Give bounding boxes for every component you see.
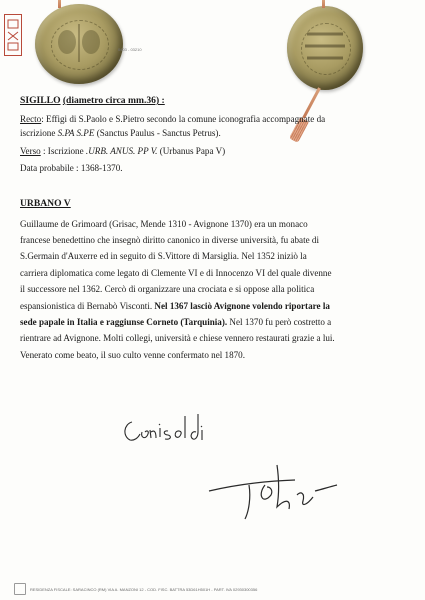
bio-line-5: il successore nel 1362. Cercò di organizzare una crociata e si oppose alla politica <box>20 284 315 295</box>
bio-line-7 <box>20 314 410 330</box>
sigillo-heading-note: (diametro circa mm.36) : <box>62 95 165 106</box>
bio-line-3: S.Germain d'Auxerre ed in seguito di S.Vittore di Marsiglia. Nel 1352 iniziò la <box>20 251 307 262</box>
stamp-glyph-icon <box>7 18 19 52</box>
urbano-section <box>20 197 410 363</box>
verso-label: Verso <box>20 145 41 156</box>
recto-text-2-pre: iscrizione <box>20 128 58 139</box>
seal-verso-inscription-icon <box>287 6 363 90</box>
footer-fiscal-info: RESIDENZA FISCALE: SARACINCO (RM) VIA A. MANZONI 12 - COD. FISC. BATTRA 53D61H501H - PART. IVA 02930300356 <box>30 587 258 592</box>
sigillo-heading-line <box>20 93 325 109</box>
recto-text: : Effigi di S.Paolo e S.Pietro secondo la comune iconografia accompagnate da <box>41 113 326 124</box>
bio-line-6 <box>20 298 410 314</box>
seal-cord-left <box>58 0 61 8</box>
recto-line-2 <box>20 126 325 141</box>
date-line: Data probabile : 1368-1370. <box>20 163 123 174</box>
verso-text-pre: : Iscrizione <box>40 145 86 156</box>
urbano-heading: URBANO V <box>20 198 71 209</box>
verso-text-post: (Urbanus Papa V) <box>157 145 226 156</box>
urbano-biography <box>20 216 410 364</box>
stamp-id-label: 0403 - 03210 <box>118 47 142 52</box>
recto-text-2-post: (Sanctus Paulus - Sanctus Petrus). <box>94 128 221 139</box>
bio-line-7-text: Nel 1370 fu però costretto a <box>227 317 332 328</box>
bio-line-8: rientrare ad Avignone. Molti collegi, università e chiese vennero restaurati grazie a lui. <box>20 333 335 344</box>
bio-line-2: francese benedettino che insegnò diritto canonico in diverse università, fu abate di <box>20 235 319 245</box>
sigillo-heading: SIGILLO <box>20 95 61 106</box>
signature-right-image <box>205 455 385 525</box>
recto-line <box>20 112 325 127</box>
red-stamp-mark <box>4 14 22 56</box>
bio-line-1: Guillaume de Grimoard (Grisac, Mende 1310 - Avignone 1370) era un monaco <box>20 218 308 229</box>
bio-line-9: Venerato come beato, il suo culto venne confermato nel 1870. <box>20 349 245 360</box>
bio-line-4: carriera diplomatica come legato di Clemente VI e di Innocenzo VI del quale divenne <box>20 267 332 278</box>
seal-recto-image <box>35 4 123 84</box>
verso-line <box>20 144 325 159</box>
bio-bold-1: Nel 1367 lasciò Avignone volendo riportare la <box>154 300 330 311</box>
seal-cord-right-top <box>322 0 325 8</box>
recto-inscription: S.PA S.PE <box>57 128 95 139</box>
sigillo-section <box>20 93 325 176</box>
signature-left-image <box>118 410 228 460</box>
bio-bold-2: sede papale in Italia e raggiunse Corneto (Tarquinia). <box>20 317 228 328</box>
bio-line-6-text: espansionistica di Bernabò Visconti. <box>20 300 155 311</box>
verso-inscription: .URB. ANUS. PP V. <box>85 145 158 156</box>
seal-recto-faces-icon <box>35 4 123 84</box>
footer-logo-icon <box>14 583 26 595</box>
recto-label: Recto <box>20 113 42 124</box>
seal-verso-image <box>287 6 363 90</box>
